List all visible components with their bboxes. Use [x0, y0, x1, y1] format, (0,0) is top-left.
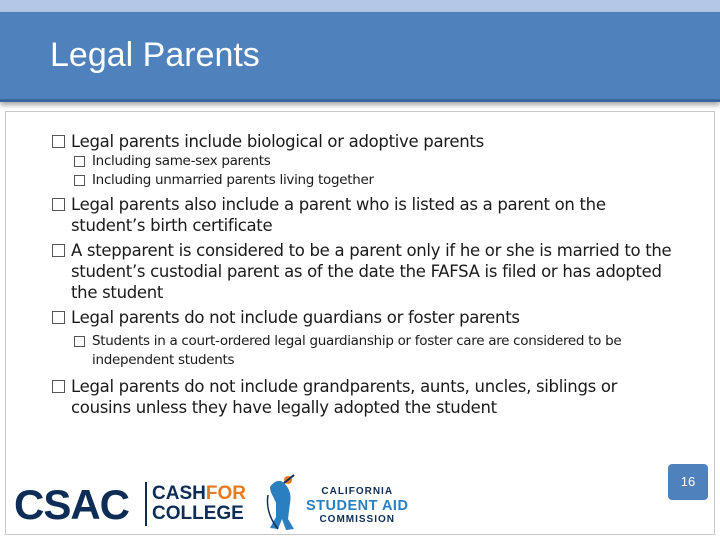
- bullet-text: Legal parents include biological or adoptive parents: [71, 132, 484, 151]
- checkbox-bullet-icon: [52, 198, 65, 211]
- checkbox-bullet-icon: [74, 175, 85, 186]
- sub-bullet-item: [74, 332, 672, 370]
- csa-line3: COMMISSION: [319, 514, 395, 525]
- bullet-text: A stepparent is considered to be a parent only if he or she is married to the student’s custodial parent as of the date the FAFSA is filed or has adopted the student: [71, 241, 672, 302]
- bullet-text: Legal parents also include a parent who is listed as a parent on the student’s birth certificate: [71, 195, 606, 235]
- bullet-item: [52, 376, 672, 418]
- csa-line1: CALIFORNIA: [321, 486, 394, 497]
- checkbox-bullet-icon: [52, 244, 65, 257]
- sub-bullet-text: Including unmarried parents living together: [92, 172, 374, 188]
- bullet-item: [52, 194, 672, 236]
- checkbox-bullet-icon: [52, 380, 65, 393]
- checkbox-bullet-icon: [74, 336, 85, 347]
- page-number: 16: [668, 464, 708, 500]
- bullet-item: [52, 307, 672, 328]
- sub-bullet-item: [74, 171, 672, 190]
- logo-divider: [145, 482, 147, 526]
- csa-line2: STUDENT AID: [306, 498, 409, 514]
- logo-cash-text: CASH: [152, 483, 206, 504]
- bullet-item: [52, 240, 672, 303]
- bullet-text: Legal parents do not include grandparents, aunts, uncles, siblings or cousins unless they have legally adopted the student: [71, 377, 618, 417]
- checkbox-bullet-icon: [52, 135, 65, 148]
- cash-for-college-logo: [152, 484, 246, 524]
- csac-logo: CSAC: [14, 481, 130, 528]
- slide-title: Legal Parents: [50, 36, 260, 74]
- sub-bullet-item: [74, 152, 672, 171]
- logo-college-text: COLLEGE: [152, 503, 244, 524]
- student-figure-icon: [264, 473, 302, 533]
- logo-for-text: FOR: [205, 483, 246, 504]
- sub-bullet-text: Including same-sex parents: [92, 153, 271, 169]
- title-bar: [0, 12, 720, 102]
- csa-logo: [306, 486, 408, 526]
- sub-bullet-text: Students in a court-ordered legal guardianship or foster care are considered to be independent students: [92, 333, 622, 368]
- bullet-item: [52, 131, 672, 152]
- bullet-text: Legal parents do not include guardians or foster parents: [71, 308, 520, 327]
- checkbox-bullet-icon: [74, 156, 85, 167]
- checkbox-bullet-icon: [52, 311, 65, 324]
- bullet-list: [52, 131, 672, 418]
- top-strip: [0, 0, 720, 12]
